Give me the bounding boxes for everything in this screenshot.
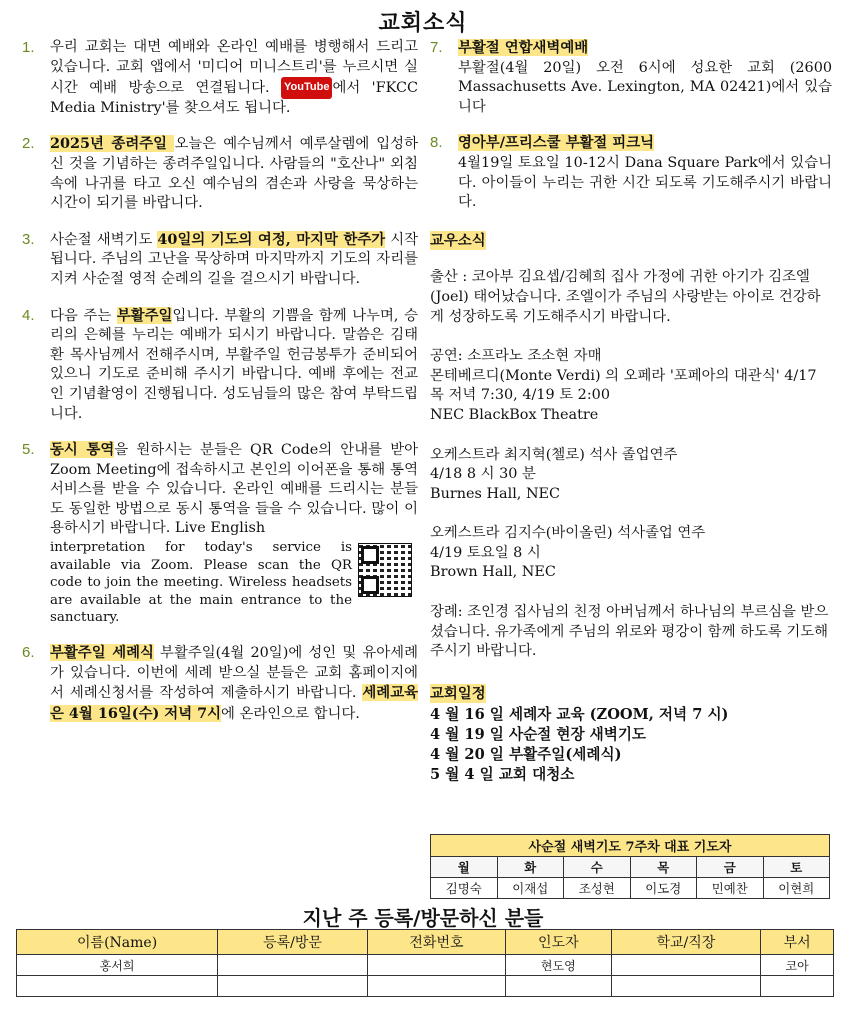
visitor-cell	[17, 976, 218, 997]
news-item-5	[22, 440, 418, 627]
visitor-cell	[761, 976, 834, 997]
day-header: 화	[497, 857, 564, 878]
highlight: 부활절 연합새벽예배	[458, 39, 589, 56]
visitor-cell	[611, 955, 761, 976]
item-text-part: 부활절(4월 20일) 오전 6시에 성요한 교회 (2600 Massachusetts Ave. Lexington, MA 02421)에서 있습니다	[458, 59, 832, 115]
visitors-header: 학교/직장	[611, 930, 761, 955]
members-news-concert-3: 오케스트라 김지수(바이올린) 석사졸업 연주 4/19 토요일 8 시 Brown Hall, NEC	[430, 525, 706, 581]
members-news-funeral: 장례: 조인경 집사님의 친정 아버님께서 하나님의 부르심을 받으셨습니다. 유가족에게 주님의 위로와 평강이 함께 하도록 기도해주시기 바랍니다.	[430, 604, 829, 660]
visitor-cell: 홍서희	[17, 955, 218, 976]
visitor-cell	[506, 976, 611, 997]
english-interpretation-block	[50, 539, 418, 627]
news-item-8	[430, 133, 832, 212]
item-text	[50, 230, 418, 290]
visitor-cell	[367, 955, 505, 976]
prayer-name: 조성현	[564, 878, 631, 899]
visitor-cell: 현도영	[506, 955, 611, 976]
item-number: 4.	[22, 306, 35, 324]
item-text	[50, 134, 418, 213]
prayer-name: 민예찬	[697, 878, 764, 899]
news-item-7	[430, 38, 832, 117]
day-header: 토	[763, 857, 830, 878]
schedule-line: 4 월 19 일 사순절 현장 새벽기도	[430, 726, 647, 744]
news-item-6	[22, 643, 418, 724]
highlight: 2025년 종려주일	[50, 135, 175, 153]
visitor-cell	[611, 976, 761, 997]
item-text-part: 우리 교회는 대면 예배와 온라인 예배를 병행해서 드리고 있습니다. 교회 앱에서 '미디어 미니스트리'를 누르시면 실시간 예배 방송으로 연결됩니다.	[50, 39, 418, 96]
item-text-part: 에 온라인으로 합니다.	[221, 705, 360, 722]
highlight: 부활주일 세례식	[50, 644, 154, 662]
highlight: 부활주일	[116, 306, 173, 324]
visitors-header: 부서	[761, 930, 834, 955]
youtube-logo-icon: YouTube	[281, 77, 332, 99]
item-number: 3.	[22, 230, 35, 248]
table-row	[17, 955, 834, 976]
visitors-header: 등록/방문	[218, 930, 368, 955]
item-text	[458, 133, 832, 212]
item-text	[50, 306, 418, 425]
visitors-header: 전화번호	[367, 930, 505, 955]
qr-code-icon[interactable]	[358, 543, 412, 597]
visitor-cell	[367, 976, 505, 997]
members-news-concert-2: 오케스트라 최지혁(첼로) 석사 졸업연주 4/18 8 시 30 분 Burnes Hall, NEC	[430, 446, 678, 502]
schedule-line: 4 월 20 일 부활주일(세례식)	[430, 746, 622, 764]
news-item-4	[22, 306, 418, 425]
item-number: 8.	[430, 134, 443, 152]
day-header: 월	[431, 857, 498, 878]
item-text-part: 다음 주는	[50, 307, 117, 324]
item-text-part: 부활주일(4월 20일)에 성인 및 유아세례가 있습니다. 이번에 세례 받으실 분들은 교회 홈페이지에서 세례신청서를 작성하여 제출하시기 바랍니다.	[50, 645, 418, 702]
english-text: interpretation for today's service is available via Zoom. Please scan the QR code to join the meeting. Wireless headsets are available at the main entrance to the sanctuary.	[50, 540, 352, 626]
left-column	[22, 38, 418, 740]
item-number: 7.	[430, 39, 443, 56]
day-header: 금	[697, 857, 764, 878]
news-item-2	[22, 134, 418, 213]
visitor-cell: 코아	[761, 955, 834, 976]
schedule-heading: 교회일정	[430, 684, 486, 702]
item-text	[50, 38, 418, 118]
members-news-concert-1: 공연: 소프라노 조소현 자매 몬테베르디(Monte Verdi) 의 오페라 '포페아의 대관식' 4/17 목 저녁 7:30, 4/19 토 2:00 NEC BlackBox Theatre	[430, 348, 817, 423]
item-text-part: 4월19일 토요일 10-12시 Dana Square Park에서 있습니다. 아이들이 누리는 귀한 시간 되도록 기도해주시기 바랍니다.	[458, 154, 832, 211]
item-text	[50, 643, 418, 724]
item-text-part: 시작됩니다. 주님의 고난을 묵상하며 마지막까지 기도의 자리를 지켜 사순절 영적 순례의 길을 걸으시기 바랍니다.	[50, 231, 418, 287]
prayer-table-caption: 사순절 새벽기도 7주차 대표 기도자	[431, 835, 830, 857]
item-text-part: 오늘은 예수님께서 예루살렘에 입성하신 것을 기념하는 종려주일입니다. 사람들의 "호산나" 외침 속에 나귀를 타고 오신 예수님의 겸손과 사랑을 묵상하는 시간이 되기를 바랍니다.	[50, 136, 418, 212]
prayer-name: 이현희	[763, 878, 830, 899]
visitor-cell	[218, 955, 368, 976]
schedule-line: 4 월 16 일 세례자 교육 (ZOOM, 저녁 7 시)	[430, 706, 729, 724]
page-title: 교회소식	[378, 10, 468, 36]
item-number: 1.	[22, 39, 35, 56]
item-number: 5.	[22, 441, 35, 459]
members-news-heading: 교우소식	[430, 231, 486, 249]
highlight: 세례교육은 4월 16일(수) 저녁 7시	[50, 684, 418, 722]
day-header: 목	[630, 857, 697, 878]
prayer-name: 이재섭	[497, 878, 564, 899]
visitors-header: 이름(Name)	[17, 930, 218, 955]
day-header: 수	[564, 857, 631, 878]
news-item-3	[22, 230, 418, 290]
item-text	[50, 440, 418, 627]
schedule-line: 5 월 4 일 교회 대청소	[430, 766, 575, 784]
highlight: 동시 통역	[50, 441, 115, 459]
visitors-table	[16, 929, 834, 997]
table-row	[17, 976, 834, 997]
right-column	[430, 38, 832, 785]
visitor-cell	[218, 976, 368, 997]
item-number: 2.	[22, 135, 35, 153]
prayer-name: 이도경	[630, 878, 697, 899]
members-news-birth: 출산 : 코아부 김요셉/김혜희 집사 가정에 귀한 아기가 김조엘(Joel) 태어났습니다. 조엘이가 주님의 사랑받는 아이로 건강하게 성장하도록 기도해주시기 바랍니다.	[430, 269, 821, 325]
item-number: 6.	[22, 644, 35, 662]
highlight: 영아부/프리스쿨 부활절 피크닉	[458, 134, 654, 152]
item-text-part: 에서 'FKCC Media Ministry'를 찾으셔도 됩니다.	[50, 79, 418, 116]
schedule-list	[430, 705, 832, 785]
visitors-title: 지난 주 등록/방문하신 분들	[302, 906, 544, 930]
prayer-leaders-table	[430, 834, 830, 899]
news-item-1	[22, 38, 418, 118]
item-text-part: 입니다. 부활의 기쁨을 함께 나누며, 승리의 은혜를 누리는 예배가 되시기 바랍니다. 말씀은 김태환 목사님께서 전해주시며, 부활주일 헌금봉투가 준비되어 있으니 기도로 준비해 주시기 바랍니다. 예배 후에는 전교인 기념촬영이 진행됩니다. 성도님들의 많은 참여 부탁드립니다.	[50, 307, 418, 422]
visitors-header: 인도자	[506, 930, 611, 955]
prayer-name: 김명숙	[431, 878, 498, 899]
highlight: 40일의 기도의 여정, 마지막 한주가	[157, 230, 386, 248]
item-text-part: 사순절 새벽기도	[50, 231, 158, 248]
item-text-part: 을 원하시는 분들은 QR Code의 안내를 받아 Zoom Meeting에 접속하시고 본인의 이어폰을 통해 통역 서비스를 받을 수 있습니다. 온라인 예배를 드리시는 분들도 동일한 방법으로 동시 통역을 들을 수 있습니다. 많이 이용하시기 바랍니다. Live English	[50, 442, 418, 537]
item-text	[458, 38, 832, 117]
